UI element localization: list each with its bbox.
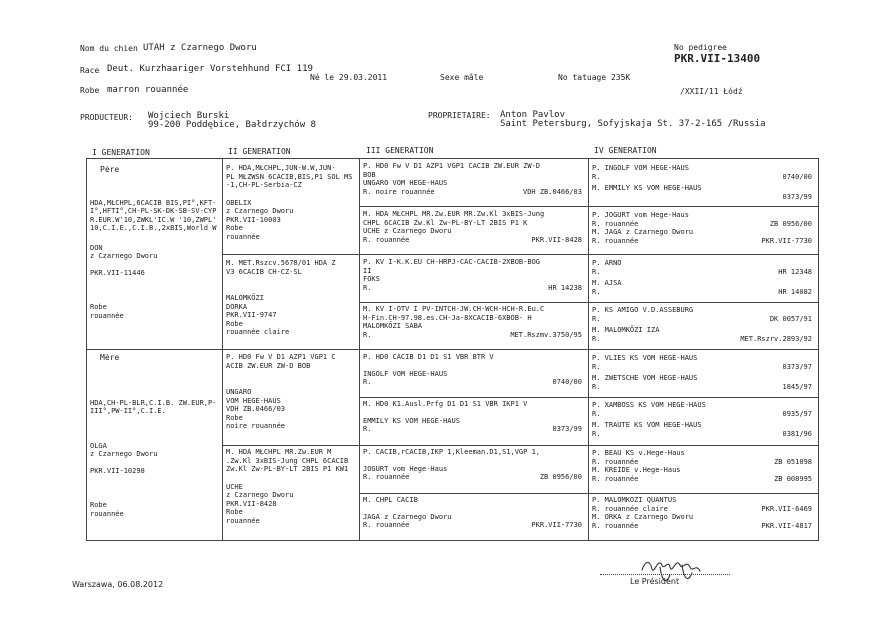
dam-titles-1: HDA,CH-PL-BLR,C.I.B. ZW.EUR,P-	[90, 398, 217, 407]
gen3-3-titles-1: P. KV I-K.K.EU CH-HRPJ-CAC-CACIB-2XBOB-BOG	[363, 258, 541, 266]
gen3-cell-7	[363, 448, 586, 491]
gen3-cell-6	[363, 400, 586, 443]
gen4-13-registration: ZB 051098	[774, 457, 812, 466]
sire-label: Père	[100, 166, 120, 174]
gen2-3-robe: noire rouannée	[226, 422, 286, 430]
sire-titles-3: R.EUR.W'10,ZWKL'IC.W '10,ZWPL'	[90, 215, 217, 224]
gen4-16-name: M. ORKA z Czarnego Dworu	[592, 513, 694, 521]
gen4-4-name: M. JAGA z Czarnego Dworu	[592, 228, 694, 236]
race-label: Race	[80, 66, 100, 75]
robe-label: Robe	[80, 86, 100, 95]
gen2-1-titles-2: PL MŁZWŚN 6CACIB,BIS,P1 SOL MS	[226, 172, 353, 181]
gen3-4-titles-1: M. KV I-ÖTV I PV-INTCH-JW.CH-WCH-HCH-R.Eu.C	[363, 305, 545, 313]
race: Deut. Kurzhaariger Vorstehhund FCI 119	[107, 64, 313, 74]
gen4-2-name: M. EMMILY KS VOM HEGE-HAUS	[592, 184, 702, 192]
gen4-5-name: P. ARNO	[592, 259, 622, 267]
signature-line	[600, 574, 730, 575]
gen3-8-robe: R. rouannée	[363, 521, 410, 529]
dam-titles-2: III°,PW-II°,C.I.E.	[90, 407, 166, 415]
gen3-1-registration: VDH ZB.0466/03	[522, 187, 582, 196]
gen2-4-titles-1: M. HDA MŁCHPL MR.Zw.EUR M	[226, 448, 332, 456]
gen3-2-titles-2: CHPL 6CACIB Zw.Kl Zw-PL-BY-LT 2BIS P1 K	[363, 218, 528, 227]
gen3-cell-4	[363, 305, 586, 348]
sire-registration: PKR.VII-11446	[90, 268, 145, 277]
gen4-5-robe: R.	[592, 267, 601, 276]
gen2-3-name: UNGARO	[226, 388, 252, 396]
gen2-4-robe: rouannée	[226, 516, 260, 525]
dam-label: Mère	[100, 354, 120, 362]
gen2-2-registration: PKR.VII-9747	[226, 311, 277, 319]
producer-address: 99-200 Poddębice, Bałdrzychów 8	[148, 120, 316, 130]
gen4-1-registration: 0740/00	[782, 172, 812, 181]
gen3-8-titles-1: M. CHPL CACIB	[363, 496, 418, 504]
gen2-cell-3	[226, 353, 357, 441]
gen3-2-robe: R. rouannée	[363, 235, 410, 244]
gen4-12-name: M. TRAUTE KS VOM HEGE-HAUS	[592, 421, 702, 429]
gen4-16-registration: PKR.VII-4817	[761, 521, 812, 530]
gen4-9-registration: 0373/97	[782, 362, 812, 371]
sire-cell	[90, 166, 220, 346]
birth-date: Né le 29.03.2011	[310, 73, 388, 82]
dam-registration: PKR.VII-10298	[90, 466, 145, 475]
gen2-cell-2	[226, 259, 357, 347]
gen4-15-registration: PKR.VII-6469	[761, 504, 812, 513]
gen2-4-titles-2: .Zw.Kl 3xBIS-Jung CHPL 6CACIB	[226, 456, 349, 465]
gen3-5-name: INGOLF VOM HEGE-HAUS	[363, 369, 448, 378]
gen2-2-robe: rouannée claire	[226, 328, 290, 336]
gen3-cell-5	[363, 353, 586, 396]
gen2-2-robe-label: Robe	[226, 319, 243, 328]
gen4-2-registration: 0373/99	[782, 192, 812, 201]
gen2-1-kennel: z Czarnego Dworu	[226, 207, 294, 215]
gen4-cell-7	[592, 449, 816, 489]
gen2-4-kennel: z Czarnego Dworu	[226, 491, 294, 499]
gen4-7-name: P. KS AMIGO V.D.ASSEBURG	[592, 306, 694, 314]
gen3-7-registration: ZB 0956/00	[539, 473, 582, 481]
gen4-7-robe: R.	[592, 314, 601, 323]
gen3-cell-2	[363, 210, 586, 253]
gen4-13-robe: R. rouannée	[592, 457, 639, 466]
gen2-1-robe: rouannée	[226, 232, 260, 241]
dam-name: OLGA	[90, 441, 107, 450]
sire-robe-label: Robe	[90, 303, 107, 311]
gen3-1-titles-2: BOB	[363, 170, 376, 179]
gen4-1-name: P. INGOLF VOM HEGE-HAUS	[592, 164, 689, 172]
gen2-cell-1	[226, 164, 357, 252]
gen4-10-robe: R.	[592, 382, 601, 391]
gen4-cell-6	[592, 401, 816, 441]
gen2-4-robe-label: Robe	[226, 508, 243, 516]
gen4-15-robe: R. rouannée claire	[592, 504, 668, 513]
gen2-1-registration: PKR.VII-10003	[226, 215, 281, 224]
gen4-4-robe: R. rouannée	[592, 236, 639, 245]
gen4-13-name: P. BEAU KS v.Hege-Haus	[592, 449, 685, 457]
place-date: Warszawa, 06.08.2012	[72, 580, 164, 589]
gen4-6-name: M. AJSA	[592, 279, 622, 287]
gen2-4-registration: PKR.VII-8428	[226, 499, 277, 508]
gen3-6-registration: 0373/99	[552, 425, 582, 433]
gen3-1-name: UNGARO VOM HEGE-HAUS	[363, 179, 448, 187]
gen4-10-registration: 1845/97	[782, 382, 812, 391]
sire-titles-4: 10,C.I.E.,C.I.B.,2xBIS,World W	[90, 224, 217, 232]
gen3-6-name: EMMILY KS VOM HEGE-HAUS	[363, 416, 460, 425]
gen4-cell-5	[592, 354, 816, 394]
sex: Sexe mâle	[440, 73, 484, 82]
owner-label: PROPRIETAIRE:	[428, 111, 491, 120]
generation-2-heading: II GENERATION	[228, 147, 291, 156]
robe: marron rouannée	[107, 85, 189, 95]
gen4-12-robe: R.	[592, 429, 601, 438]
sire-robe: rouannée	[90, 311, 124, 320]
sire-titles-1: HDA,MŁCHPL,6CACIB BIS,PI°,KFT-	[90, 198, 217, 207]
gen4-3-name: P. JOGURT vom Hege-Haus	[592, 211, 689, 219]
gen4-12-registration: 0381/96	[782, 429, 812, 438]
gen2-2-line2: DORKA	[226, 302, 248, 311]
gen2-4-name: UCHE	[226, 482, 243, 491]
gen3-2-name: UCHE z Czarnego Dworu	[363, 227, 452, 235]
gen3-4-registration: MET.Rszmv.3750/95	[510, 330, 582, 339]
sire-titles-2: I°,HFTI°,CH-PL-SK-DK-SB-SV-CYP	[90, 207, 217, 215]
gen3-3-robe: R.	[363, 283, 372, 292]
gen4-14-robe: R. rouannée	[592, 474, 639, 483]
gen2-3-titles-1: P. HD0 Fw V D1 AZP1 VGP1 C	[226, 353, 336, 361]
gen3-7-robe: R. rouannée	[363, 473, 410, 481]
gen3-cell-1	[363, 162, 586, 205]
gen4-16-robe: R. rouannée	[592, 521, 639, 530]
tattoo: No tatuage 235K	[558, 73, 631, 82]
gen3-2-titles-1: M. HDA MŁCHPL MR.Zw.EUR MR.Zw.Kl 3xBIS-Jung	[363, 210, 545, 218]
gen2-3-kennel: VOM HEGE-HAUS	[226, 396, 281, 405]
gen4-8-registration: MET.Rszrv.2893/92	[740, 334, 812, 343]
gen3-7-name: JOGURT vom Hege-Haus	[363, 464, 448, 473]
gen4-7-registration: DK 0057/91	[769, 314, 812, 323]
gen3-3-titles-2: II	[363, 266, 372, 275]
gen3-4-robe: R.	[363, 330, 372, 339]
gen4-9-name: P. VLIES KS VOM HEGE-HAUS	[592, 354, 698, 362]
gen4-11-registration: 0935/97	[782, 409, 812, 418]
producer-label: PRODUCTEUR:	[80, 113, 133, 122]
generation-4-heading: IV GENERATION	[594, 146, 657, 155]
gen4-5-registration: HR 12348	[778, 267, 812, 276]
gen3-6-titles-1: M. HD0 K1.Ausl.Prfg D1 D1 S1 VBR IKP1 V	[363, 400, 528, 408]
pedigree-label: No pedigree	[674, 43, 727, 52]
gen2-1-titles-3: -1,CH-PL-Serbia-CZ	[226, 181, 302, 189]
gen3-cell-3	[363, 258, 586, 301]
gen4-11-name: P. XAMBOSS KS VOM HEGE-HAUS	[592, 401, 706, 409]
gen4-4-registration: PKR.VII-7730	[761, 236, 812, 245]
sire-kennel: z Czarnego Dworu	[90, 252, 158, 260]
gen3-4-titles-2: H-Fin.CH-97.98.es.CH-Ja-8XCACIB-6XBOB- H	[363, 313, 532, 322]
gen3-2-registration: PKR.VII-8428	[531, 235, 582, 244]
registration-ref: /XXII/11 Łódź	[680, 87, 743, 96]
dam-cell	[90, 354, 220, 538]
gen2-3-robe-label: Robe	[226, 413, 243, 422]
generation-3-heading: III GENERATION	[366, 146, 434, 155]
president-label: Le Président	[630, 577, 680, 586]
gen2-2-name: MALOMKŐZI	[226, 294, 264, 302]
gen3-1-titles-1: P. HD0 Fw V D1 AZP1 VGP1 CACIB ZW.EUR ZW-D	[363, 162, 541, 170]
gen2-1-robe-label: Robe	[226, 224, 243, 232]
generation-1-heading: I GENERATION	[92, 148, 150, 157]
dog-name: UTAH z Czarnego Dworu	[143, 43, 257, 53]
gen2-3-titles-2: ACIB ZW.EUR ZW-D BOB	[226, 361, 311, 370]
gen2-4-titles-3: Zw.Kl Zw-PL-BY-LT 2BIS P1 KW1	[226, 465, 349, 473]
gen4-cell-3	[592, 259, 816, 299]
sire-name: DON	[90, 243, 103, 252]
gen4-9-robe: R.	[592, 362, 601, 371]
gen3-7-titles-1: P. CACIB,rCACIB,IKP 1,Kleeman.D1,S1,VGP 1,	[363, 448, 541, 456]
gen3-3-registration: HR 14238	[548, 283, 582, 292]
gen2-1-name: OBELIX	[226, 198, 252, 207]
gen2-2-titles-2: V3 6CACIB CH-CZ-SL	[226, 267, 302, 276]
gen4-8-robe: R.	[592, 334, 601, 343]
gen3-8-registration: PKR.VII-7730	[531, 521, 582, 529]
gen3-8-name: JAGA z Czarnego Dworu	[363, 512, 452, 521]
gen4-cell-8	[592, 496, 816, 538]
gen4-6-registration: HR 14082	[778, 287, 812, 296]
gen4-14-registration: ZB 008995	[774, 474, 812, 483]
gen3-4-name: MALOMKŐZI SABA	[363, 322, 423, 330]
dam-robe: rouannée	[90, 509, 124, 518]
gen4-cell-4	[592, 306, 816, 346]
gen3-3-name: FOKS	[363, 275, 380, 283]
gen4-cell-2	[592, 211, 816, 251]
gen2-3-registration: VDH ZB.0466/03	[226, 405, 286, 413]
gen4-15-name: P. MALOMKOZI QUANTUS	[592, 496, 677, 504]
gen4-3-robe: R. rouannée	[592, 219, 639, 228]
gen2-cell-4	[226, 448, 357, 538]
gen3-1-robe: R. noire rouannée	[363, 187, 435, 196]
gen4-8-name: M. MALOMKŐZI IZA	[592, 326, 660, 334]
gen4-cell-1	[592, 164, 816, 204]
gen4-11-robe: R.	[592, 409, 601, 418]
gen3-5-registration: 0740/00	[552, 378, 582, 386]
gen3-5-robe: R.	[363, 378, 372, 386]
gen4-1-robe: R.	[592, 172, 601, 181]
gen3-5-titles-1: P. HD0 CACIB D1 D1 S1 VBR BTR V	[363, 353, 494, 361]
gen4-3-registration: ZB 0956/00	[769, 219, 812, 228]
gen4-6-robe: R.	[592, 287, 601, 296]
dam-kennel: z Czarnego Dworu	[90, 450, 158, 458]
gen4-10-name: M. ZWETSCHE VOM HEGE-HAUS	[592, 374, 698, 382]
gen2-1-titles-1: P. HDA,MŁCHPL,JUN-W.W,JUN-	[226, 164, 336, 172]
gen3-cell-8	[363, 496, 586, 539]
owner-address: Saint Petersburg, Sofyjskaja St. 37-2-165 /Russia	[500, 119, 766, 129]
gen4-14-name: M. KREIDE v.Hege-Haus	[592, 466, 681, 474]
gen3-6-robe: R.	[363, 425, 372, 433]
producer-name: Wojciech Burski	[148, 111, 230, 121]
dam-robe-label: Robe	[90, 501, 107, 509]
gen2-2-titles-1: M. MET.Rszcv.5678/01 HDA Z	[226, 259, 336, 267]
pedigree-number: PKR.VII-13400	[674, 52, 761, 65]
dog-name-label: Nom du chien	[80, 44, 138, 53]
owner-name: Anton Pavlov	[500, 110, 566, 120]
